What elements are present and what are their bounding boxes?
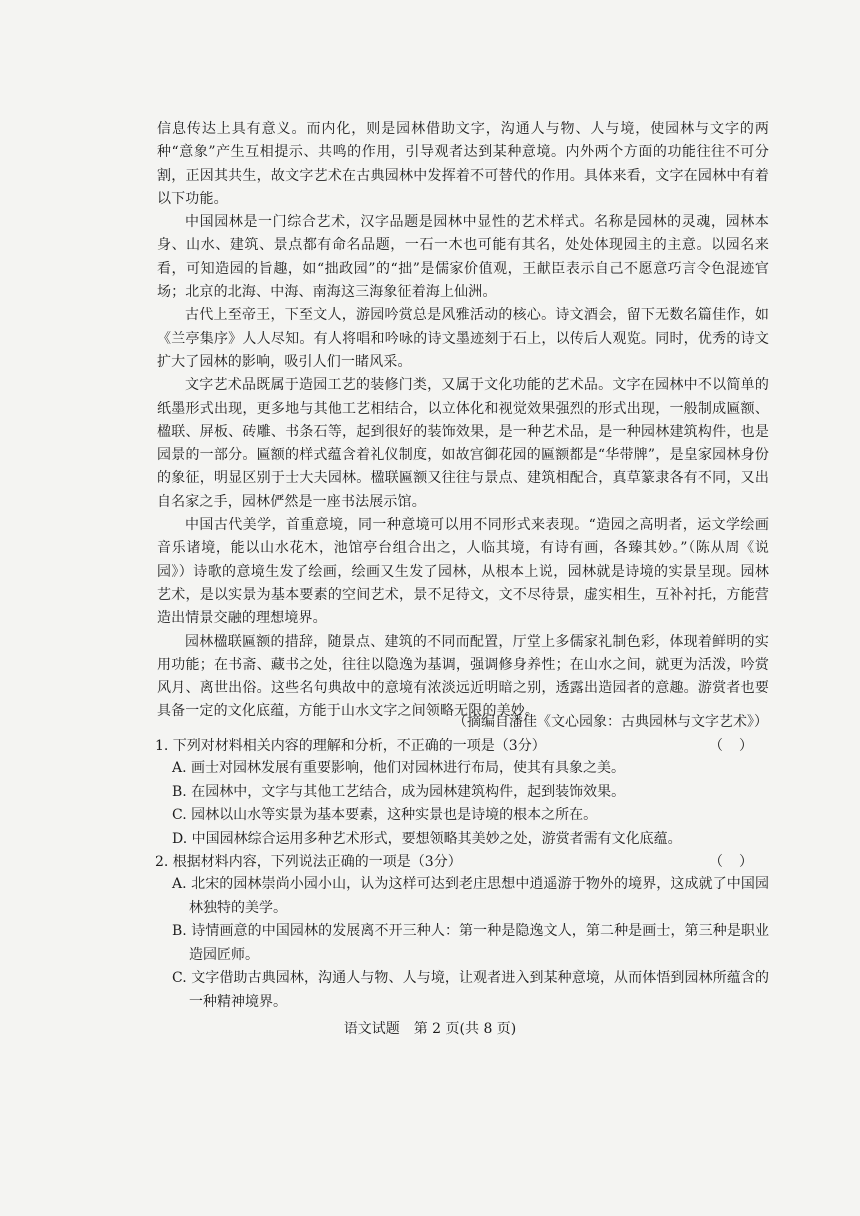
option-a: A. 画士对园林发展有重要影响，他们对园林进行布局，使其有具象之美。 [172, 760, 626, 776]
answer-blank: （） [709, 854, 769, 870]
question-stem-text: 2. 根据材料内容，下列说法正确的一项是（3分） [155, 854, 462, 870]
option-b: B. 在园林中，文字与其他工艺结合，成为园林建筑构件，起到装饰效果。 [172, 783, 626, 800]
question-stem-text: 1. 下列对材料相关内容的理解和分析，不正确的一项是（3分） [155, 738, 546, 754]
question-2 [155, 851, 769, 1014]
footer-subject: 语文试题 [343, 1021, 400, 1037]
option-d: D. 中国园林综合运用多种艺术形式，要想领略其美妙之处，游赏者需有文化底蕴。 [172, 830, 682, 847]
question-1 [155, 735, 769, 851]
footer-page-number: 第 2 页(共 8 页) [413, 1021, 517, 1037]
passage-paragraph: 古代上至帝王，下至文人，游园吟赏总是风雅活动的核心。诗文酒会，留下无数名篇佳作，如《兰亭集序》人人尽知。有人将唱和吟咏的诗文墨迹刻于石上，以传后人观览。同时，优秀的诗文扩大了园林的影响，吸引人们一睹风采。 [157, 307, 769, 370]
option-b: B. 诗情画意的中国园林的发展离不开三种人：第一种是隐逸文人，第二种是画士，第三种是职业造园匠师。 [172, 923, 769, 963]
passage-paragraph: 中国古代美学，首重意境，同一种意境可以用不同形式来表现。“造园之高明者，运文学绘画音乐诸境，能以山水花木，池馆亭台组合出之，人临其境，有诗有画，各臻其妙。”（陈从周《说园》）诗歌的意境生发了绘画，绘画又生发了园林，从根本上说，园林就是诗境的实景呈现。园林艺术，是以实景为基本要素的空间艺术，景不足待文，文不尽待景，虚实相生，互补衬托，方能营造出情景交融的理想境界。 [157, 517, 769, 627]
answer-blank: （） [709, 738, 769, 754]
question-stem [155, 851, 769, 873]
option-c: C. 园林以山水等实景为基本要素，这种实景也是诗境的根本之所在。 [172, 807, 598, 823]
option-c: C. 文字借助古典园林，沟通人与物、人与境，让观者进入到某种意境，从而体悟到园林所蕴含的一种精神境界。 [172, 970, 769, 1010]
option-a: A. 北宋的园林崇尚小园小山，认为这样可达到老庄思想中逍遥游于物外的境界，这成就了中国园林独特的美学。 [172, 876, 769, 916]
passage-paragraph: 信息传达上具有意义。而内化，则是园林借助文字，沟通人与物、人与境，使园林与文字的两种“意象”产生互相提示、共鸣的作用，引导观者达到某种意境。内外两个方面的功能往往不可分割，正因其共生，故文字艺术在古典园林中发挥着不可替代的作用。具体来看，文字在园林中有着以下功能。 [157, 121, 769, 207]
passage-source: （摘编自潘佳《文心园象：古典园林与文字艺术》） [453, 714, 768, 730]
page-footer [0, 1019, 860, 1039]
question-stem [155, 735, 769, 757]
passage-paragraph: 中国园林是一门综合艺术，汉字品题是园林中显性的艺术样式。名称是园林的灵魂，园林本身、山水、建筑、景点都有命名品题，一石一木也可能有其名，处处体现园主的主意。以园名来看，可知造园的旨趣，如“拙政园”的“拙”是儒家价值观，王献臣表示自己不愿意巧言令色混迹官场；北京的北海、中海、南海这三海象征着海上仙洲。 [157, 214, 769, 301]
passage-paragraph: 文字艺术品既属于造园工艺的装修门类，又属于文化功能的艺术品。文字在园林中不以简单的纸墨形式出现，更多地与其他工艺相结合，以立体化和视觉效果强烈的形式出现，一般制成匾额、楹联、屏板、砖雕、书条石等，起到很好的装饰效果，是一种艺术品，是一种园林建筑构件，也是园景的一部分。匾额的样式蕴含着礼仪制度，如故宫御花园的匾额都是“华带牌”，是皇家园林身份的象征，明显区别于士大夫园林。楹联匾额又往往与景点、建筑相配合，真草篆隶各有不同，又出自名家之手，园林俨然是一座书法展示馆。 [157, 377, 769, 510]
reading-passage [157, 118, 769, 724]
passage-paragraph: 园林楹联匾额的措辞，随景点、建筑的不同而配置，厅堂上多儒家礼制色彩，体现着鲜明的实用功能；在书斋、藏书之处，往往以隐逸为基调，强调修身养性；在山水之间，就更为活泼，吟赏风月、离世出俗。这些名句典故中的意境有浓淡远近明暗之别，透露出造园者的意趣。游赏者也要具备一定的文化底蕴，方能于山水文字之间领略无限的美妙。 [157, 633, 769, 720]
